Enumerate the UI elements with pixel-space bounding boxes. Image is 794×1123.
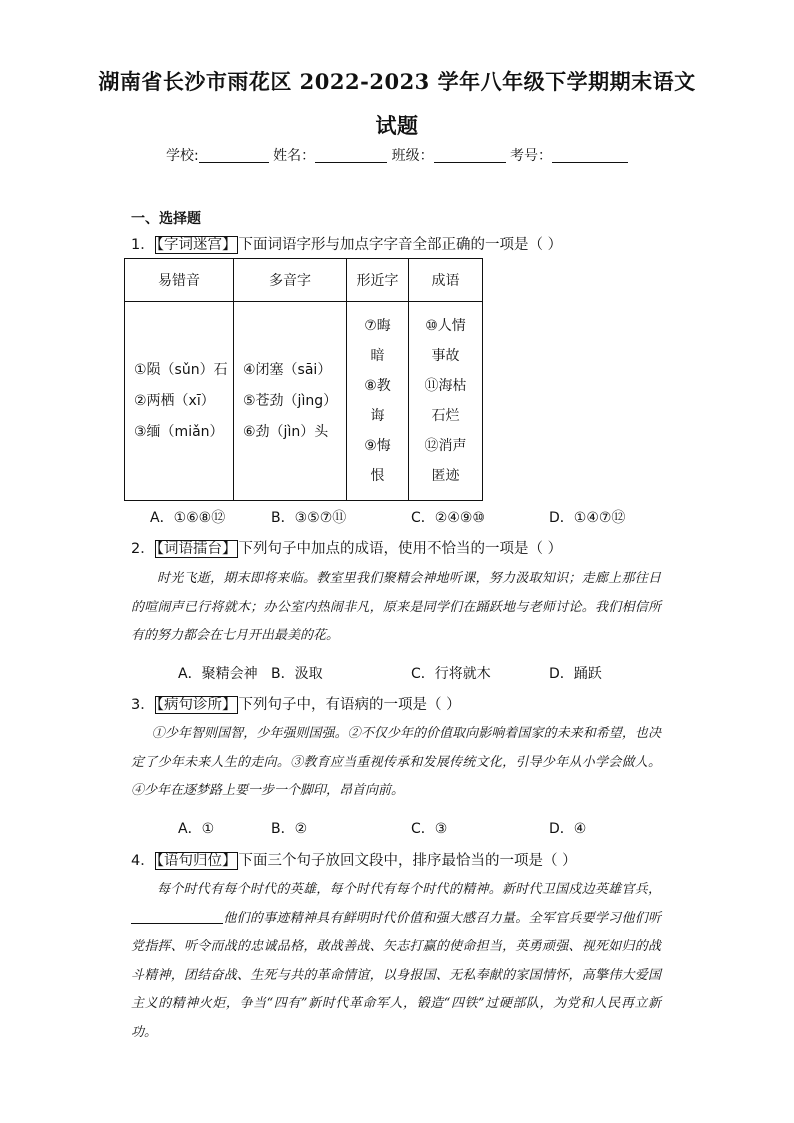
table-item: ⑥劲（jìn）头 (243, 423, 329, 440)
passage-text-before-blank: 每个时代有每个时代的英雄，每个时代有每个时代的精神。新时代卫国戍边英雄官兵， (157, 882, 661, 897)
option-b[interactable]: B．② (271, 821, 308, 837)
exam-number-label: 考号： (510, 148, 553, 164)
school-label: 学校: (165, 148, 199, 164)
table-cell-similar-chars (347, 302, 409, 501)
question-1-options (0, 507, 794, 527)
table-item: ②两栖（xī） (134, 392, 215, 409)
question-number: 2． (131, 541, 155, 557)
option-c[interactable]: C．②④⑨⑩ (411, 510, 485, 526)
table-item: 匿迹 (431, 468, 460, 484)
question-number: 4． (131, 853, 155, 869)
class-label: 班级： (391, 148, 434, 164)
table-header: 形近字 (347, 259, 409, 302)
table-item: ⑪海枯 (424, 378, 467, 394)
table-item: ⑫消声 (424, 438, 467, 454)
table-item: ⑧教 (364, 378, 391, 394)
option-b[interactable]: B．③⑤⑦⑪ (271, 510, 347, 526)
table-cell-polyphone (234, 302, 347, 501)
word-table (124, 258, 483, 501)
name-field[interactable] (315, 148, 387, 163)
table-item: ④闭塞（sāi） (243, 361, 332, 378)
question-stem: 下列句子中，有语病的一项是（ ） (238, 697, 461, 713)
table-item: ⑦晦 (364, 318, 391, 334)
table-item: ③缅（miǎn） (134, 423, 224, 440)
fill-in-blank[interactable] (131, 911, 223, 924)
table-item: 恨 (370, 468, 385, 484)
table-item: ⑨悔 (364, 438, 391, 454)
name-label: 姓名： (273, 148, 316, 164)
exam-number-field[interactable] (552, 148, 628, 163)
option-a[interactable]: A．① (178, 821, 215, 837)
student-info-row (0, 145, 794, 165)
option-b[interactable]: B．汲取 (271, 666, 323, 682)
question-tag: 【字词迷宫】 (156, 237, 237, 253)
table-item: 诲 (370, 408, 385, 424)
table-cell-wrong-pronunciation (125, 302, 234, 501)
table-header: 成语 (409, 259, 483, 302)
option-a[interactable]: A．①⑥⑧⑫ (150, 510, 226, 526)
page-title-line2: 试题 (375, 113, 419, 138)
question-2-options (0, 663, 794, 683)
section-heading: 一、选择题 (131, 211, 201, 227)
table-item: 暗 (370, 348, 385, 364)
table-item: ⑤苍劲（jìng） (243, 392, 338, 409)
table-item: ⑩人情 (425, 318, 466, 334)
class-field[interactable] (434, 148, 506, 163)
question-stem: 下面三个句子放回文段中，排序最恰当的一项是（ ） (238, 853, 577, 869)
question-2 (131, 537, 562, 558)
question-tag: 【词语擂台】 (156, 541, 237, 557)
question-number: 1． (131, 237, 155, 253)
option-d[interactable]: D．④ (549, 821, 587, 837)
question-stem: 下列句子中加点的成语，使用不恰当的一项是（ ） (238, 541, 563, 557)
table-item: 事故 (431, 348, 460, 364)
option-d[interactable]: D．①④⑦⑫ (549, 510, 626, 526)
question-tag: 【病句诊所】 (156, 697, 237, 713)
question-3-options (0, 818, 794, 838)
option-a[interactable]: A．聚精会神 (178, 666, 258, 682)
question-number: 3． (131, 697, 155, 713)
question-3 (131, 693, 461, 714)
question-1 (131, 233, 562, 254)
passage-text-after-blank: 他们的事迹精神具有鲜明时代价值和强大感召力量。全军官兵要学习他们听党指挥、听令而战的忠诚品格，敢战善战、矢志打赢的使命担当，英勇顽强、视死如归的战斗精神，团结奋战、生死与共的革命情谊，以身报国、无私奉献的家国情怀，高擎伟大爱国主义的精神火炬，争当“四有”新时代革命军人，锻造“四铁”过硬部队，为党和人民再立新功。 (131, 910, 661, 1040)
question-stem: 下面词语字形与加点字字音全部正确的一项是（ ） (238, 237, 563, 253)
option-c[interactable]: C．行将就木 (411, 666, 491, 682)
table-cell-idioms (409, 302, 483, 501)
question-tag: 【语句归位】 (156, 853, 237, 869)
table-header: 易错音 (125, 259, 234, 302)
table-item: ①陨（sǔn）石 (134, 361, 228, 378)
school-field[interactable] (199, 148, 269, 163)
question-2-passage: 时光飞逝，期末即将来临。教室里我们聚精会神地听课，努力汲取知识；走廊上那往日的喧闹声已行将就木；办公室内热闹非凡，原来是同学们在踊跃地与老师讨论。我们相信所有的努力都会在七月开出最美的花。 (131, 571, 661, 643)
table-header: 多音字 (234, 259, 347, 302)
page-title-line1: 湖南省长沙市雨花区 2022-2023 学年八年级下学期期末语文 (98, 69, 696, 94)
option-c[interactable]: C．③ (411, 821, 448, 837)
option-d[interactable]: D．踊跃 (549, 666, 602, 682)
question-4 (131, 849, 577, 870)
question-4-passage (131, 876, 661, 1047)
question-3-passage: ①少年智则国智，少年强则国强。②不仅少年的价值取向影响着国家的未来和希望，也决定了少年未来人生的走向。③教育应当重视传承和发展传统文化，引导少年从小学会做人。④少年在逐梦路上要一步一个脚印，昂首向前。 (131, 726, 661, 798)
table-item: 石烂 (431, 408, 460, 424)
